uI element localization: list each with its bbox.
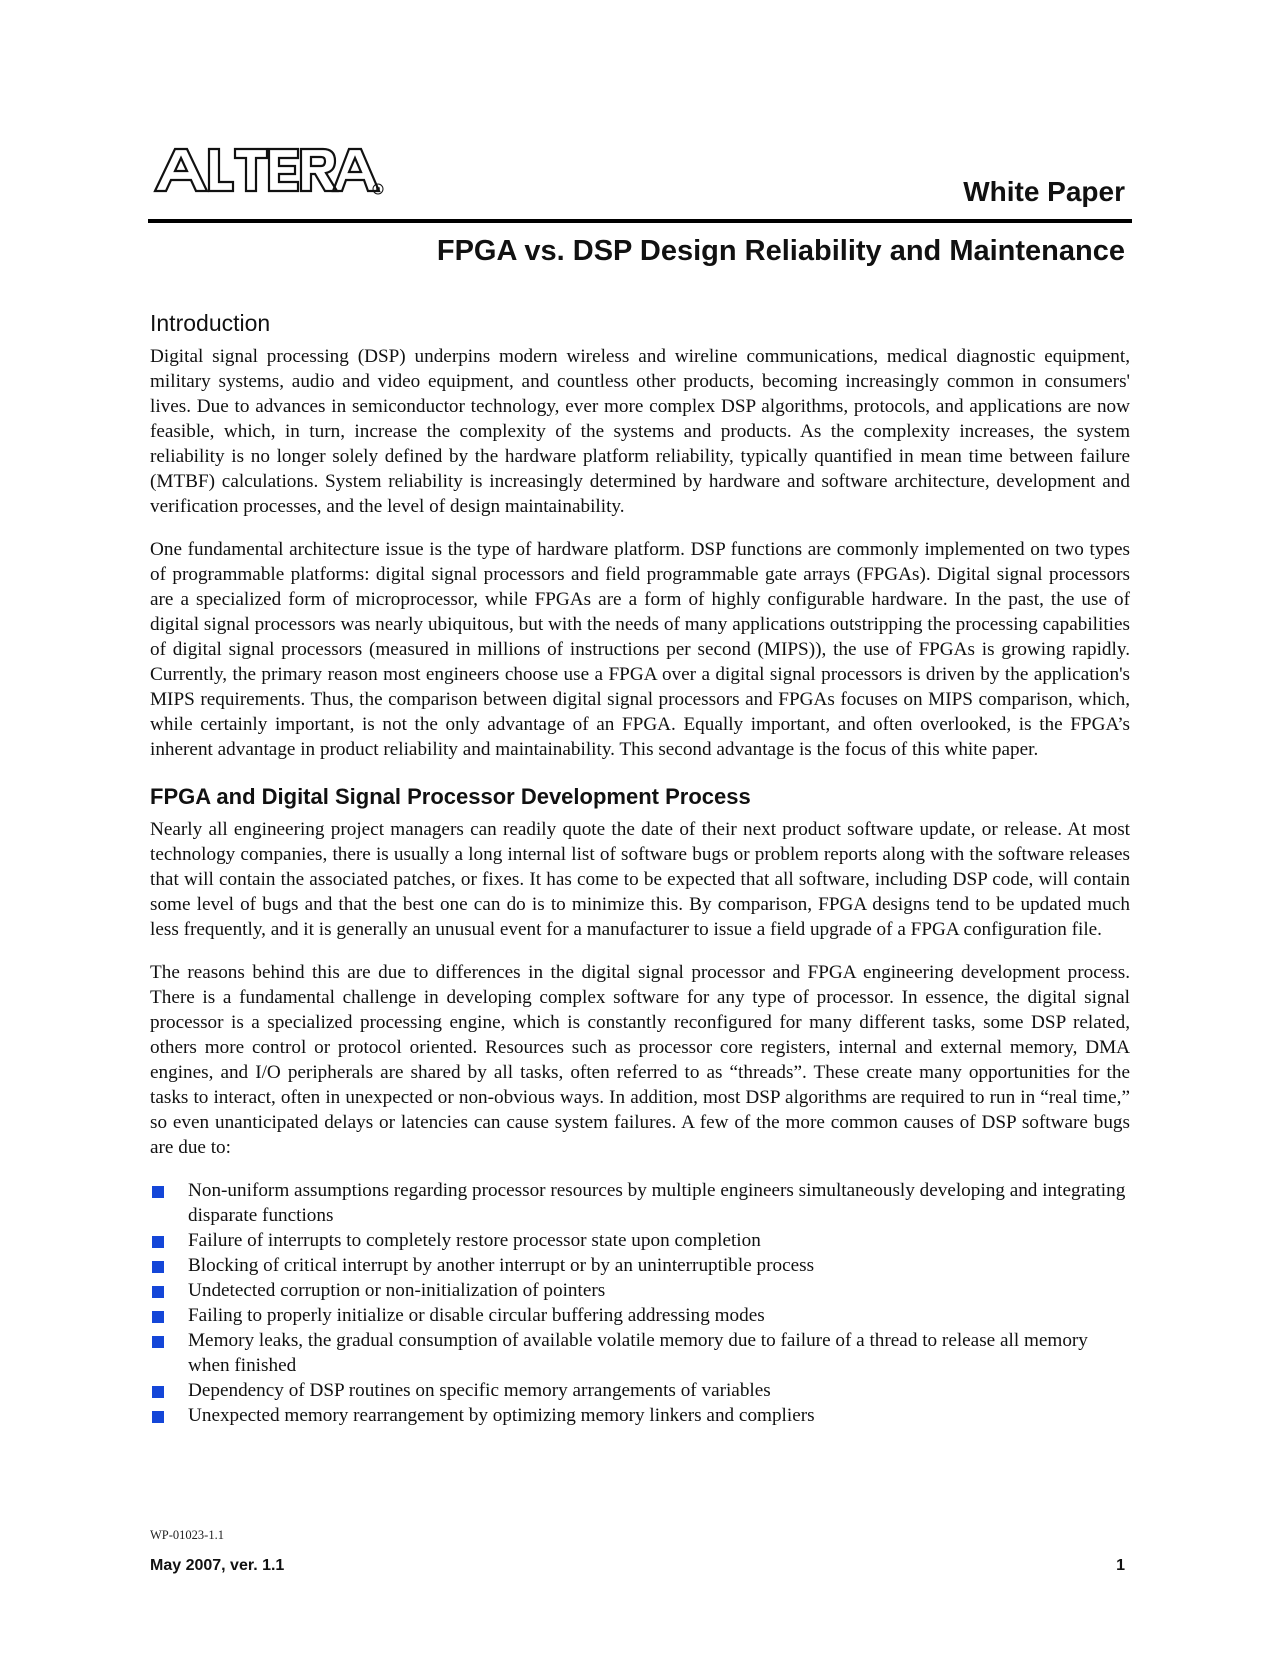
square-bullet-icon (152, 1386, 164, 1398)
square-bullet-icon (152, 1261, 164, 1273)
square-bullet-icon (152, 1236, 164, 1248)
list-item-text: Dependency of DSP routines on specific memory arrangements of variables (188, 1380, 771, 1401)
section-heading-development-process: FPGA and Digital Signal Processor Development Process (150, 784, 751, 809)
section-heading-introduction: Introduction (150, 310, 271, 336)
introduction-section (150, 310, 1130, 762)
footer-date-version: May 2007, ver. 1.1 (150, 1557, 285, 1574)
development-process-section (150, 784, 1130, 1428)
list-item-text: Undetected corruption or non-initialization of pointers (188, 1280, 606, 1301)
list-item (150, 1403, 1130, 1428)
list-item-text: Unexpected memory rearrangement by optimizing memory linkers and compliers (188, 1405, 815, 1426)
list-item-text: Failure of interrupts to completely restore processor state upon completion (188, 1230, 761, 1251)
square-bullet-icon (152, 1311, 164, 1323)
list-item (150, 1253, 1130, 1278)
list-item (150, 1278, 1130, 1303)
list-item-text: Memory leaks, the gradual consumption of available volatile memory due to failure of a thread to release all memory when finished (188, 1330, 1088, 1376)
square-bullet-icon (152, 1411, 164, 1423)
paragraph: One fundamental architecture issue is the type of hardware platform. DSP functions are commonly implemented on two types of programmable platforms: digital signal processors and field programmable gate arrays (FPGAs). Digital signal processors are a specialized form of microprocessor, while FPGAs are a form of highly configurable hardware. In the past, the use of digital signal processors was nearly ubiquitous, but with the needs of many applications outstripping the processing capabilities of digital signal processors (measured in millions of instructions per second (MIPS)), the use of FPGAs is growing rapidly. Currently, the primary reason most engineers choose use a FPGA over a digital signal processors is driven by the application's MIPS requirements. Thus, the comparison between digital signal processors and FPGAs focuses on MIPS comparison, which, while certainly important, is not the only advantage of an FPGA. Equally important, and often overlooked, is the FPGA’s inherent advantage in product reliability and maintainability. This second advantage is the focus of this white paper. (150, 539, 1130, 760)
list-item-text: Non-uniform assumptions regarding processor resources by multiple engineers simultaneously developing and integrating disparate functions (188, 1180, 1126, 1226)
document-type-label: White Paper (963, 176, 1125, 207)
paragraph: The reasons behind this are due to differences in the digital signal processor and FPGA engineering development process. There is a fundamental challenge in developing complex software for any type of processor. In essence, the digital signal processor is a specialized processing engine, which is constantly reconfigured for many different tasks, some DSP related, others more control or protocol oriented. Resources such as processor core registers, internal and external memory, DMA engines, and I/O peripherals are shared by all tasks, often referred to as “threads”. These create many opportunities for the tasks to interact, often in unexpected or non-obvious ways. In addition, most DSP algorithms are required to run in “real time,” so even unanticipated delays or latencies can cause system failures. A few of the more common causes of DSP software bugs are due to: (150, 962, 1130, 1158)
svg-text:R: R (375, 187, 381, 194)
list-item (150, 1228, 1130, 1253)
header-rule (148, 219, 1132, 223)
list-item (150, 1378, 1130, 1403)
list-item (150, 1328, 1130, 1378)
square-bullet-icon (152, 1286, 164, 1298)
document-title: FPGA vs. DSP Design Reliability and Maintenance (436, 235, 1125, 267)
paragraph: Digital signal processing (DSP) underpins modern wireless and wireline communications, medical diagnostic equipment, military systems, audio and video equipment, and countless other products, becoming increasingly common in consumers' lives. Due to advances in semiconductor technology, ever more complex DSP algorithms, protocols, and applications are now feasible, which, in turn, increase the complexity of the systems and products. As the complexity increases, the system reliability is no longer solely defined by the hardware platform reliability, typically quantified in mean time between failure (MTBF) calculations. System reliability is increasingly determined by hardware and software architecture, development and verification processes, and the level of design maintainability. (150, 346, 1130, 517)
page-number: 1 (1116, 1557, 1125, 1574)
square-bullet-icon (152, 1186, 164, 1198)
document-id: WP-01023-1.1 (150, 1528, 224, 1542)
list-item (150, 1178, 1130, 1228)
altera-logo (153, 145, 385, 201)
list-item (150, 1303, 1130, 1328)
list-item-text: Failing to properly initialize or disable circular buffering addressing modes (188, 1305, 765, 1326)
bug-causes-list (150, 1178, 1130, 1428)
paragraph: Nearly all engineering project managers can readily quote the date of their next product software update, or release. At most technology companies, there is usually a long internal list of software bugs or problem reports along with the software releases that will contain the associated patches, or fixes. It has come to be expected that all software, including DSP code, will contain some level of bugs and that the best one can do is to minimize this. By comparison, FPGA designs tend to be updated much less frequently, and it is generally an unusual event for a manufacturer to issue a field upgrade of a FPGA configuration file. (150, 819, 1130, 940)
square-bullet-icon (152, 1336, 164, 1348)
document-body (150, 310, 1130, 1428)
list-item-text: Blocking of critical interrupt by another interrupt or by an uninterruptible process (188, 1255, 815, 1276)
